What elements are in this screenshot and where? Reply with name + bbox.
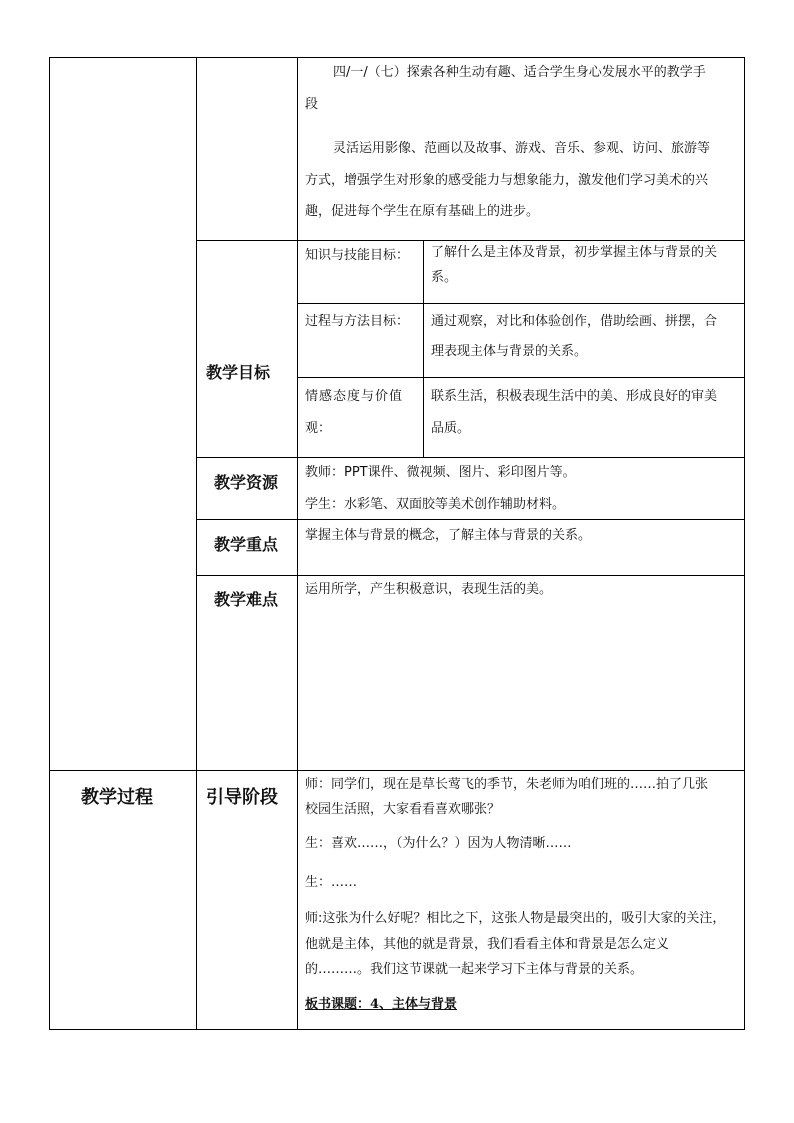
column-divider-objectives xyxy=(423,240,424,458)
objective-3-name-line-1: 情感态度与价值 xyxy=(305,389,404,404)
dialogue-line-5: 师:这张为什么好呢？相比之下，这张人物是最突出的，吸引大家的关注， xyxy=(305,911,726,926)
key-point-label: 教学重点 xyxy=(214,535,279,554)
policy-heading-line-1: 四/一/（七）探索各种生动有趣、适合学生身心发展水平的教学手 xyxy=(333,65,706,80)
dialogue-line-1: 师：同学们，现在是草长莺飞的季节，朱老师为咱们班的……拍了几张 xyxy=(305,777,709,792)
table-right-border xyxy=(744,57,745,1030)
process-label: 教学过程 xyxy=(81,787,153,808)
dialogue-line-7: 的………。我们这节课就一起来学习下主体与背景的关系。 xyxy=(305,962,644,977)
resources-student: 学生：水彩笔、双面胶等美术创作辅助材料。 xyxy=(305,497,566,512)
objective-1-name: 知识与技能目标： xyxy=(305,248,410,263)
dialogue-line-3: 生：喜欢……，（为什么？）因为人物清晰…… xyxy=(305,836,572,851)
objective-1-desc-line-1: 了解什么是主体及背景，初步掌握主体与背景的关 xyxy=(431,245,718,260)
objective-3-desc-line-1: 联系生活，积极表现生活中的美、形成良好的审美 xyxy=(431,389,718,404)
dialogue-line-4: 生：…… xyxy=(305,875,358,890)
row-divider-obj-2 xyxy=(297,377,745,378)
row-divider-obj-1 xyxy=(297,303,745,304)
difficulty-label: 教学难点 xyxy=(214,590,279,609)
policy-paragraph-line-2: 方式，增强学生对形象的感受能力与想象能力，激发他们学习美术的兴 xyxy=(305,173,709,188)
column-divider-1 xyxy=(196,57,197,1030)
dialogue-line-6: 他就是主体，其他的就是背景，我们看看主体和背景是怎么定义 xyxy=(305,937,670,952)
objective-3-name-line-2: 观： xyxy=(305,421,332,436)
column-divider-2 xyxy=(297,57,298,1030)
dialogue-line-2: 校园生活照，大家看看喜欢哪张？ xyxy=(305,802,501,817)
policy-heading-line-2: 段 xyxy=(305,97,319,112)
objective-2-desc-line-2: 理表现主体与背景的关系。 xyxy=(431,344,588,359)
key-point-text: 掌握主体与背景的概念，了解主体与背景的关系。 xyxy=(305,528,592,543)
table-left-border xyxy=(49,57,50,1030)
difficulty-text: 运用所学，产生积极意识，表现生活的美。 xyxy=(305,582,553,597)
objective-1-desc-line-2: 系。 xyxy=(431,270,458,285)
objective-3-desc-line-2: 品质。 xyxy=(431,421,471,436)
objective-2-desc-line-1: 通过观察，对比和体验创作，借助绘画、拼摆，合 xyxy=(431,314,718,329)
objectives-label: 教学目标 xyxy=(206,363,271,382)
policy-paragraph-line-3: 趣，促进每个学生在原有基础上的进步。 xyxy=(305,204,540,219)
table-bottom-border xyxy=(49,1029,745,1030)
board-title: 板书课题：4、主体与背景 xyxy=(305,997,458,1012)
resources-teacher: 教师：PPT课件、微视频、图片、彩印图片等。 xyxy=(305,465,576,480)
resources-label: 教学资源 xyxy=(214,473,279,492)
stage-label: 引导阶段 xyxy=(206,787,278,808)
objective-2-name: 过程与方法目标： xyxy=(305,314,410,329)
policy-paragraph-line-1: 灵活运用影像、范画以及故事、游戏、音乐、参观、访问、旅游等 xyxy=(333,141,711,156)
